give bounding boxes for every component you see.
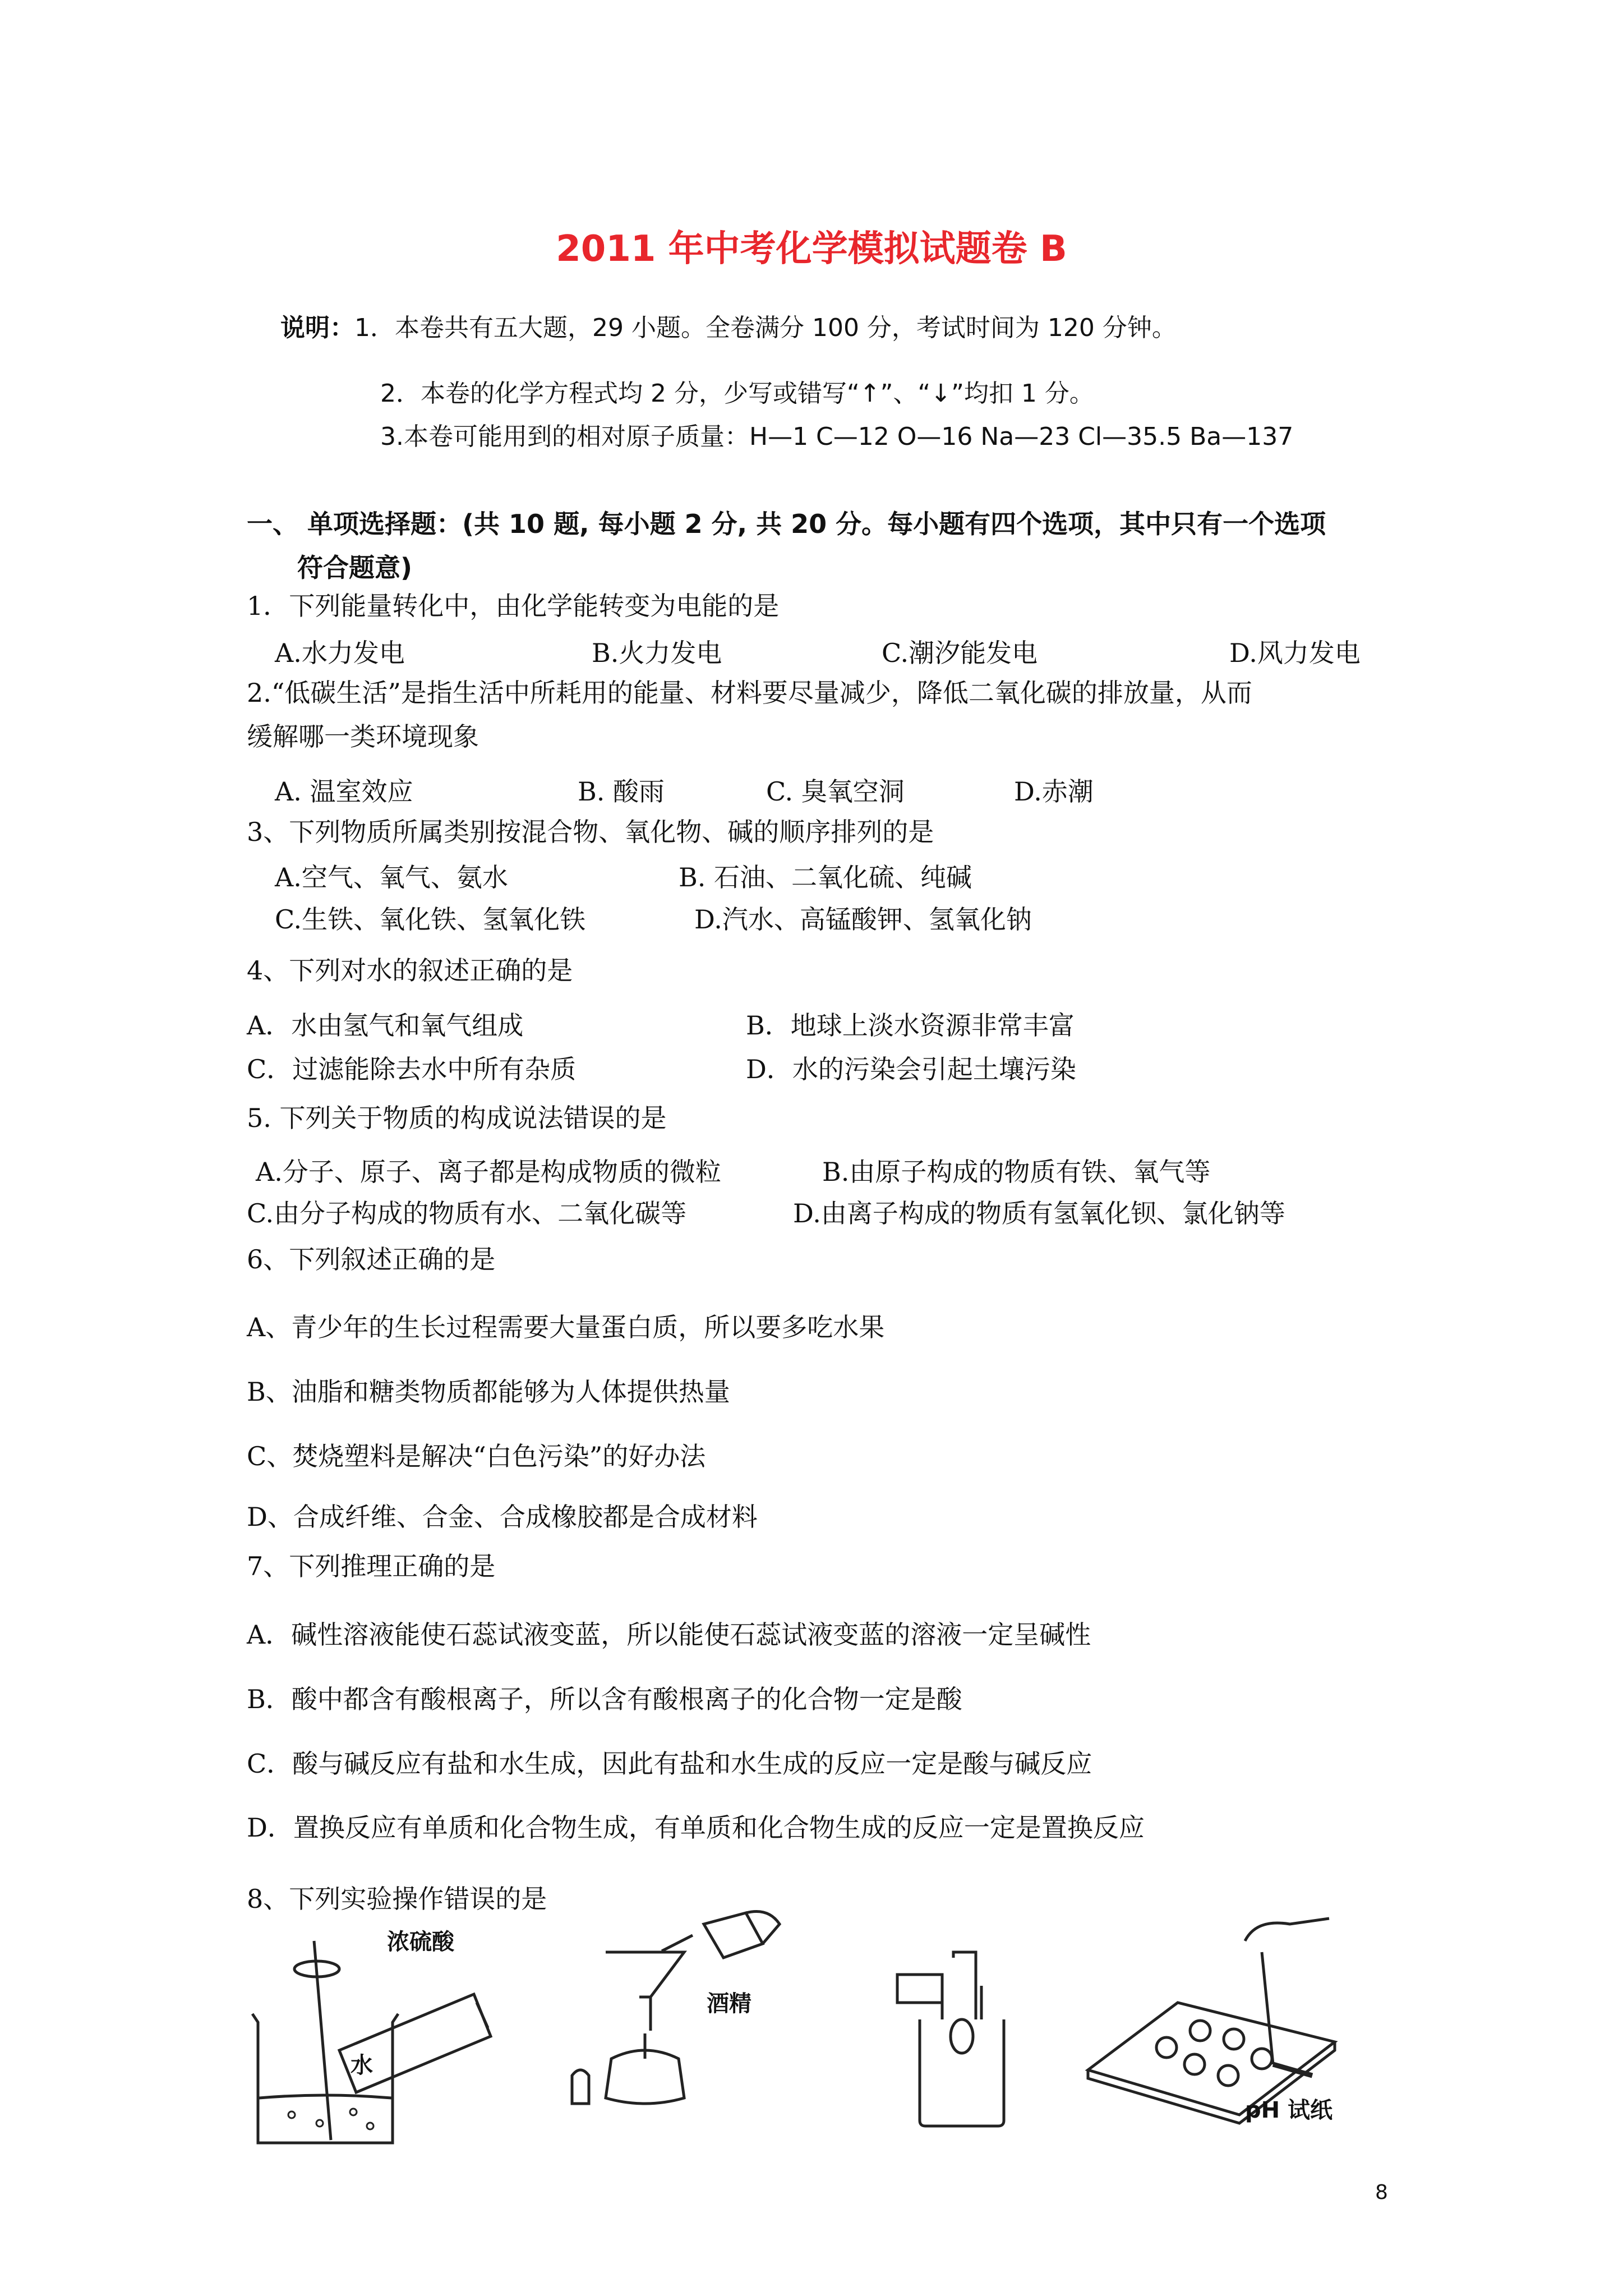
notes-line-2: 2．本卷的化学方程式均 2 分，少写或错写“↑”、“↓”均扣 1 分。 bbox=[380, 379, 1094, 408]
pour-stream bbox=[662, 1935, 693, 1951]
question-2-stem: 2.“低碳生活”是指生活中所耗用的能量、材料要尽量减少，降低二氧化碳的排放量，从而 bbox=[247, 678, 1252, 708]
q2-option-b: B. 酸雨 bbox=[578, 776, 665, 807]
question-5-stem: 5. 下列关于物质的构成说法错误的是 bbox=[247, 1103, 667, 1133]
q7-option-b: B．酸中都含有酸根离子，所以含有酸根离子的化合物一定是酸 bbox=[247, 1684, 962, 1714]
figure-dilution bbox=[241, 1930, 510, 2154]
question-3-stem: 3、下列物质所属类别按混合物、氧化物、碱的顺序排列的是 bbox=[247, 817, 934, 847]
q4-option-a: A．水由氢气和氧气组成 bbox=[247, 1010, 524, 1041]
label-water: 水 bbox=[351, 2053, 373, 2078]
beaker-liquid-line bbox=[259, 2095, 391, 2098]
q2-option-d: D.赤潮 bbox=[1014, 776, 1094, 807]
pouring-bottle bbox=[704, 1913, 763, 1958]
label-acid: 浓硫酸 bbox=[387, 1929, 454, 1955]
q4-option-d: D．水的污染会引起土壤污染 bbox=[746, 1054, 1076, 1084]
hand bbox=[746, 1912, 780, 1944]
q5-option-c: C.由分子构成的物质有水、二氧化碳等 bbox=[247, 1198, 687, 1228]
dropper-hand bbox=[1245, 1918, 1329, 1941]
q3-option-d: D.汽水、高锰酸钾、氢氧化钠 bbox=[694, 904, 1032, 935]
q7-option-d: D．置换反应有单质和化合物生成，有单质和化合物生成的反应一定是置换反应 bbox=[247, 1812, 1145, 1843]
q4-option-c: C．过滤能除去水中所有杂质 bbox=[247, 1054, 577, 1084]
q6-option-b: B、油脂和糖类物质都能够为人体提供热量 bbox=[247, 1377, 730, 1407]
paper-strip bbox=[897, 1975, 942, 2003]
q5-option-b: B.由原子构成的物质有铁、氧气等 bbox=[822, 1157, 1211, 1187]
q3-option-b: B. 石油、二氧化硫、纯碱 bbox=[679, 862, 972, 892]
q3-option-a: A.空气、氧气、氨水 bbox=[275, 862, 508, 892]
question-4-stem: 4、下列对水的叙述正确的是 bbox=[247, 955, 573, 986]
figure-gas-bottle bbox=[892, 1952, 1026, 2132]
inner-piece bbox=[951, 2019, 973, 2053]
q6-option-c: C、焚烧塑料是解决“白色污染”的好办法 bbox=[247, 1441, 706, 1471]
notes-line-1 bbox=[280, 307, 1177, 343]
figure-alcohol-lamp bbox=[566, 1913, 802, 2120]
q2-option-c: C. 臭氧空洞 bbox=[766, 776, 905, 807]
funnel bbox=[606, 1952, 684, 2031]
question-6-stem: 6、下列叙述正确的是 bbox=[247, 1244, 496, 1274]
label-ph-paper: pH 试纸 bbox=[1245, 2097, 1333, 2123]
notes-label: 说明： bbox=[280, 314, 354, 342]
q3-option-c: C.生铁、氧化铁、氢氧化铁 bbox=[275, 904, 586, 935]
q4-option-b: B．地球上淡水资源非常丰富 bbox=[746, 1010, 1075, 1041]
question-1-stem: 1．下列能量转化中，由化学能转变为电能的是 bbox=[247, 591, 780, 621]
bottle-body bbox=[920, 2019, 1004, 2126]
question-2-stem-cont: 缓解哪一类环境现象 bbox=[247, 721, 479, 752]
q6-option-a: A、青少年的生长过程需要大量蛋白质，所以要多吃水果 bbox=[247, 1312, 885, 1342]
label-alcohol: 酒精 bbox=[707, 1991, 751, 2017]
notes-text-1: 1．本卷共有五大题，29 小题。全卷满分 100 分，考试时间为 120 分钟。 bbox=[354, 314, 1177, 342]
q2-option-a: A. 温室效应 bbox=[275, 776, 413, 807]
q1-option-c: C.潮汐能发电 bbox=[882, 638, 1038, 668]
notes-line-3: 3.本卷可能用到的相对原子质量：H—1 C—12 O—16 Na—23 Cl—35.5 Ba—137 bbox=[380, 422, 1294, 451]
q7-option-a: A．碱性溶液能使石蕊试液变蓝，所以能使石蕊试液变蓝的溶液一定呈碱性 bbox=[247, 1619, 1091, 1650]
q5-option-a: A.分子、原子、离子都是构成物质的微粒 bbox=[256, 1157, 721, 1187]
section-heading-cont: 符合题意) bbox=[297, 553, 413, 583]
q7-option-c: C．酸与碱反应有盐和水生成，因此有盐和水生成的反应一定是酸与碱反应 bbox=[247, 1749, 1092, 1779]
lamp-cap bbox=[572, 2070, 589, 2104]
page-number: 8 bbox=[1375, 2181, 1388, 2204]
section-heading: 一、 单项选择题：(共 10 题, 每小题 2 分, 共 20 分。每小题有四个选项，其中只有一个选项 bbox=[247, 509, 1326, 539]
page-title: 2011 年中考化学模拟试题卷 B bbox=[556, 228, 1067, 270]
question-8-stem: 8、下列实验操作错误的是 bbox=[247, 1884, 547, 1914]
q1-option-d: D.风力发电 bbox=[1229, 638, 1361, 668]
question-7-stem: 7、下列推理正确的是 bbox=[247, 1551, 496, 1581]
glass-tube bbox=[953, 1952, 976, 2019]
q5-option-d: D.由离子构成的物质有氢氧化钡、氯化钠等 bbox=[793, 1198, 1285, 1228]
q1-option-a: A.水力发电 bbox=[275, 638, 405, 668]
glass-rod bbox=[314, 1941, 331, 2140]
q1-option-b: B.火力发电 bbox=[592, 638, 722, 668]
q6-option-d: D、合成纤维、合金、合成橡胶都是合成材料 bbox=[247, 1502, 758, 1532]
